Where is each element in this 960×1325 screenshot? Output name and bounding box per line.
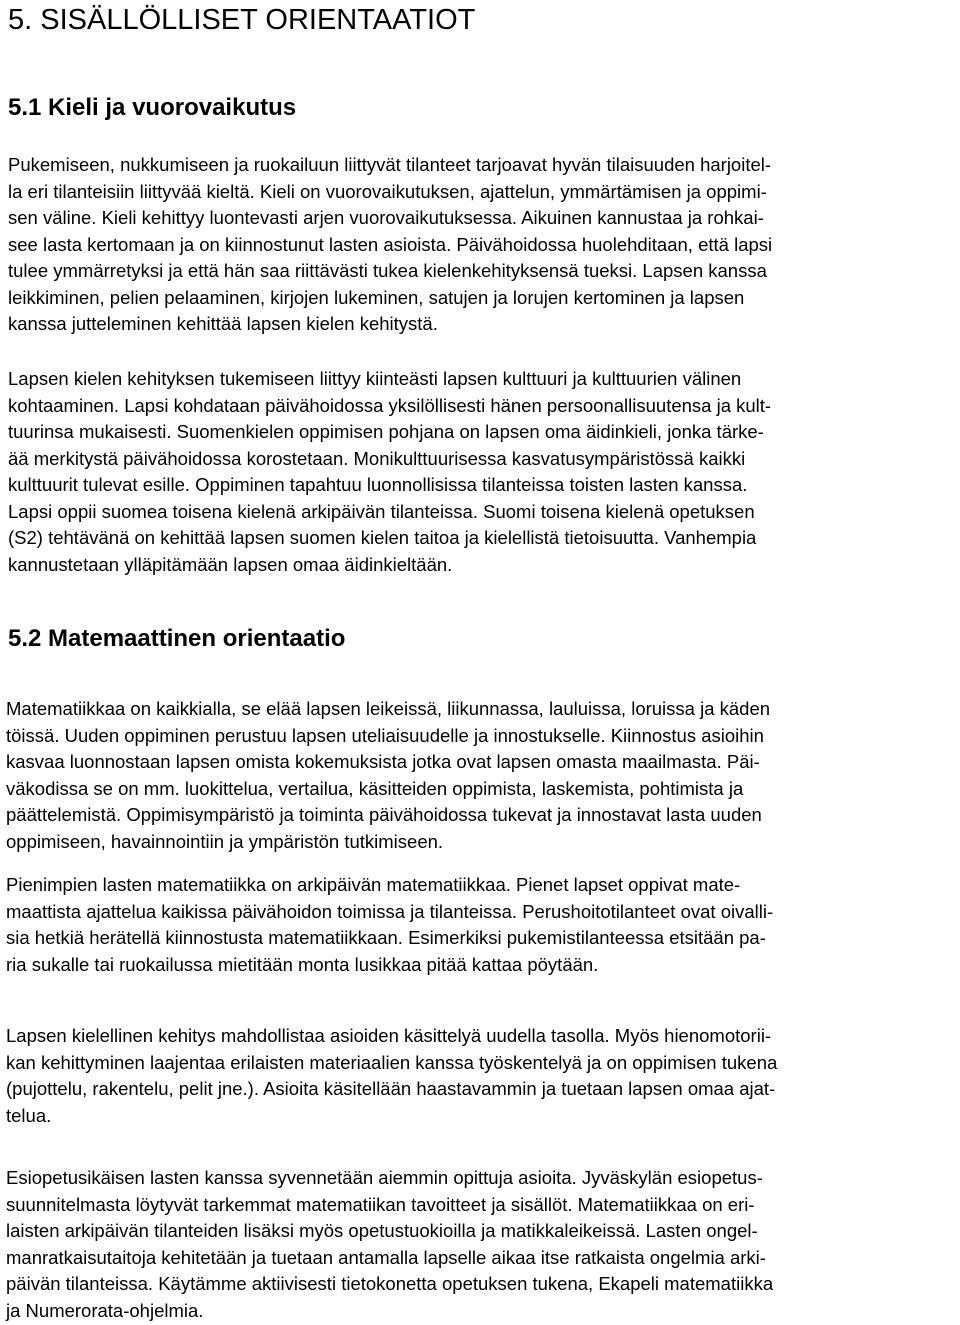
section-title-language: 5.1 Kieli ja vuorovaikutus [8, 94, 297, 121]
section-title-math: 5.2 Matemaattinen orientaatio [8, 625, 346, 652]
paragraph-math-3: Lapsen kielellinen kehitys mahdollistaa asioiden käsittelyä uudella tasolla. Myös hienomotorii- kan kehittyminen laajentaa erilaisten materiaalien kanssa työskentelyä ja on oppimisen tukena (pujottelu, rakentelu, pelit jne.). Asioita käsitellään haastavammin ja tuetaan lapsen omaa ajat- telua. [6, 1025, 778, 1126]
paragraph-language-2: Lapsen kielen kehityksen tukemiseen liittyy kiinteästi lapsen kulttuuri ja kulttuurien välinen kohtaaminen. Lapsi kohdataan päivähoidossa yksilöllisesti hänen persoonallisuutensa ja kult- tuurinsa mukaisesti. Suomenkielen oppimisen pohjana on lapsen oma äidinkieli, jonka tärke- ää merkitystä päivähoidossa korostetaan. Monikulttuurisessa kasvatusympäristössä kaikki kulttuurit tulevat esille. Oppiminen tapahtuu luonnollisissa tilanteissa toisten lasten kanssa. Lapsi oppii suomea toisena kielenä arkipäivän tilanteissa. Suomi toisena kielenä opetuksen (S2) tehtävänä on kehittää lapsen suomen kielen taitoa ja kielellistä tietoisuutta. Vanhempia kannustetaan ylläpitämään lapsen omaa äidinkieltään. [8, 368, 772, 575]
paragraph-math-1: Matematiikkaa on kaikkialla, se elää lapsen leikeissä, liikunnassa, lauluissa, loruissa ja käden töissä. Uuden oppiminen perustuu lapsen uteliaisuudelle ja innostukselle. Kiinnostus asioihin kasvaa luonnostaan lapsen omista kokemuksista jotka ovat lapsen omasta maailmasta. Päi- väkodissa se on mm. luokittelua, vertailua, käsitteiden oppimista, laskemista, pohtimista ja päättelemistä. Oppimisympäristö ja toiminta päivähoidossa tukevat ja innostavat lasta uuden oppimiseen, havainnointiin ja ympäristön tutkimiseen. [6, 698, 771, 852]
paragraph-math-2: Pienimpien lasten matematiikka on arkipäivän matematiikkaa. Pienet lapset oppivat mate- maattista ajattelua kaikissa päivähoidon toimissa ja tilanteissa. Perushoitotilanteet ovat oivalli- sia hetkiä herätellä kiinnostusta matematiikkaan. Esimerkiksi pukemistilanteessa etsitään pa- ria sukalle tai ruokailussa mietitään monta lusikkaa pitää kattaa pöytään. [6, 874, 774, 975]
page-heading: 5. SISÄLLÖLLISET ORIENTAATIOT [8, 4, 476, 36]
paragraph-language-1: Pukemiseen, nukkumiseen ja ruokailuun liittyvät tilanteet tarjoavat hyvän tilaisuuden harjoitel- la eri tilanteisiin liittyvää kieltä. Kieli on vuorovaikutuksen, ajattelun, ymmärtämisen ja oppimi- sen väline. Kieli kehittyy luontevasti arjen vuorovaikutuksessa. Aikuinen kannustaa ja rohkai- see lasta kertomaan ja on kiinnostunut lasten asioista. Päivähoidossa huolehditaan, että lapsi tulee ymmärretyksi ja että hän saa riittävästi tukea kielenkehityksensä tueksi. Lapsen kanssa leikkiminen, pelien pelaaminen, kirjojen lukeminen, satujen ja lorujen kertominen ja lapsen kanssa jutteleminen kehittää lapsen kielen kehitystä. [8, 154, 773, 334]
paragraph-math-4: Esiopetusikäisen lasten kanssa syvennetään aiemmin opittuja asioita. Jyväskylän esiopetus- suunnitelmasta löytyvät tarkemmat matematiikan tavoitteet ja sisällöt. Matematiikkaa on eri- laisten arkipäivän tilanteiden lisäksi myös opetustuokioilla ja matikkaleikeissä. Lasten ongel- manratkaisutaitoja kehitetään ja tuetaan antamalla lapselle aikaa itse ratkaista ongelmia arki- päivän tilanteissa. Käytämme aktiivisesti tietokonetta opetuksen tukena, Ekapeli matematiikka ja Numerorata-ohjelmia. [6, 1167, 774, 1321]
